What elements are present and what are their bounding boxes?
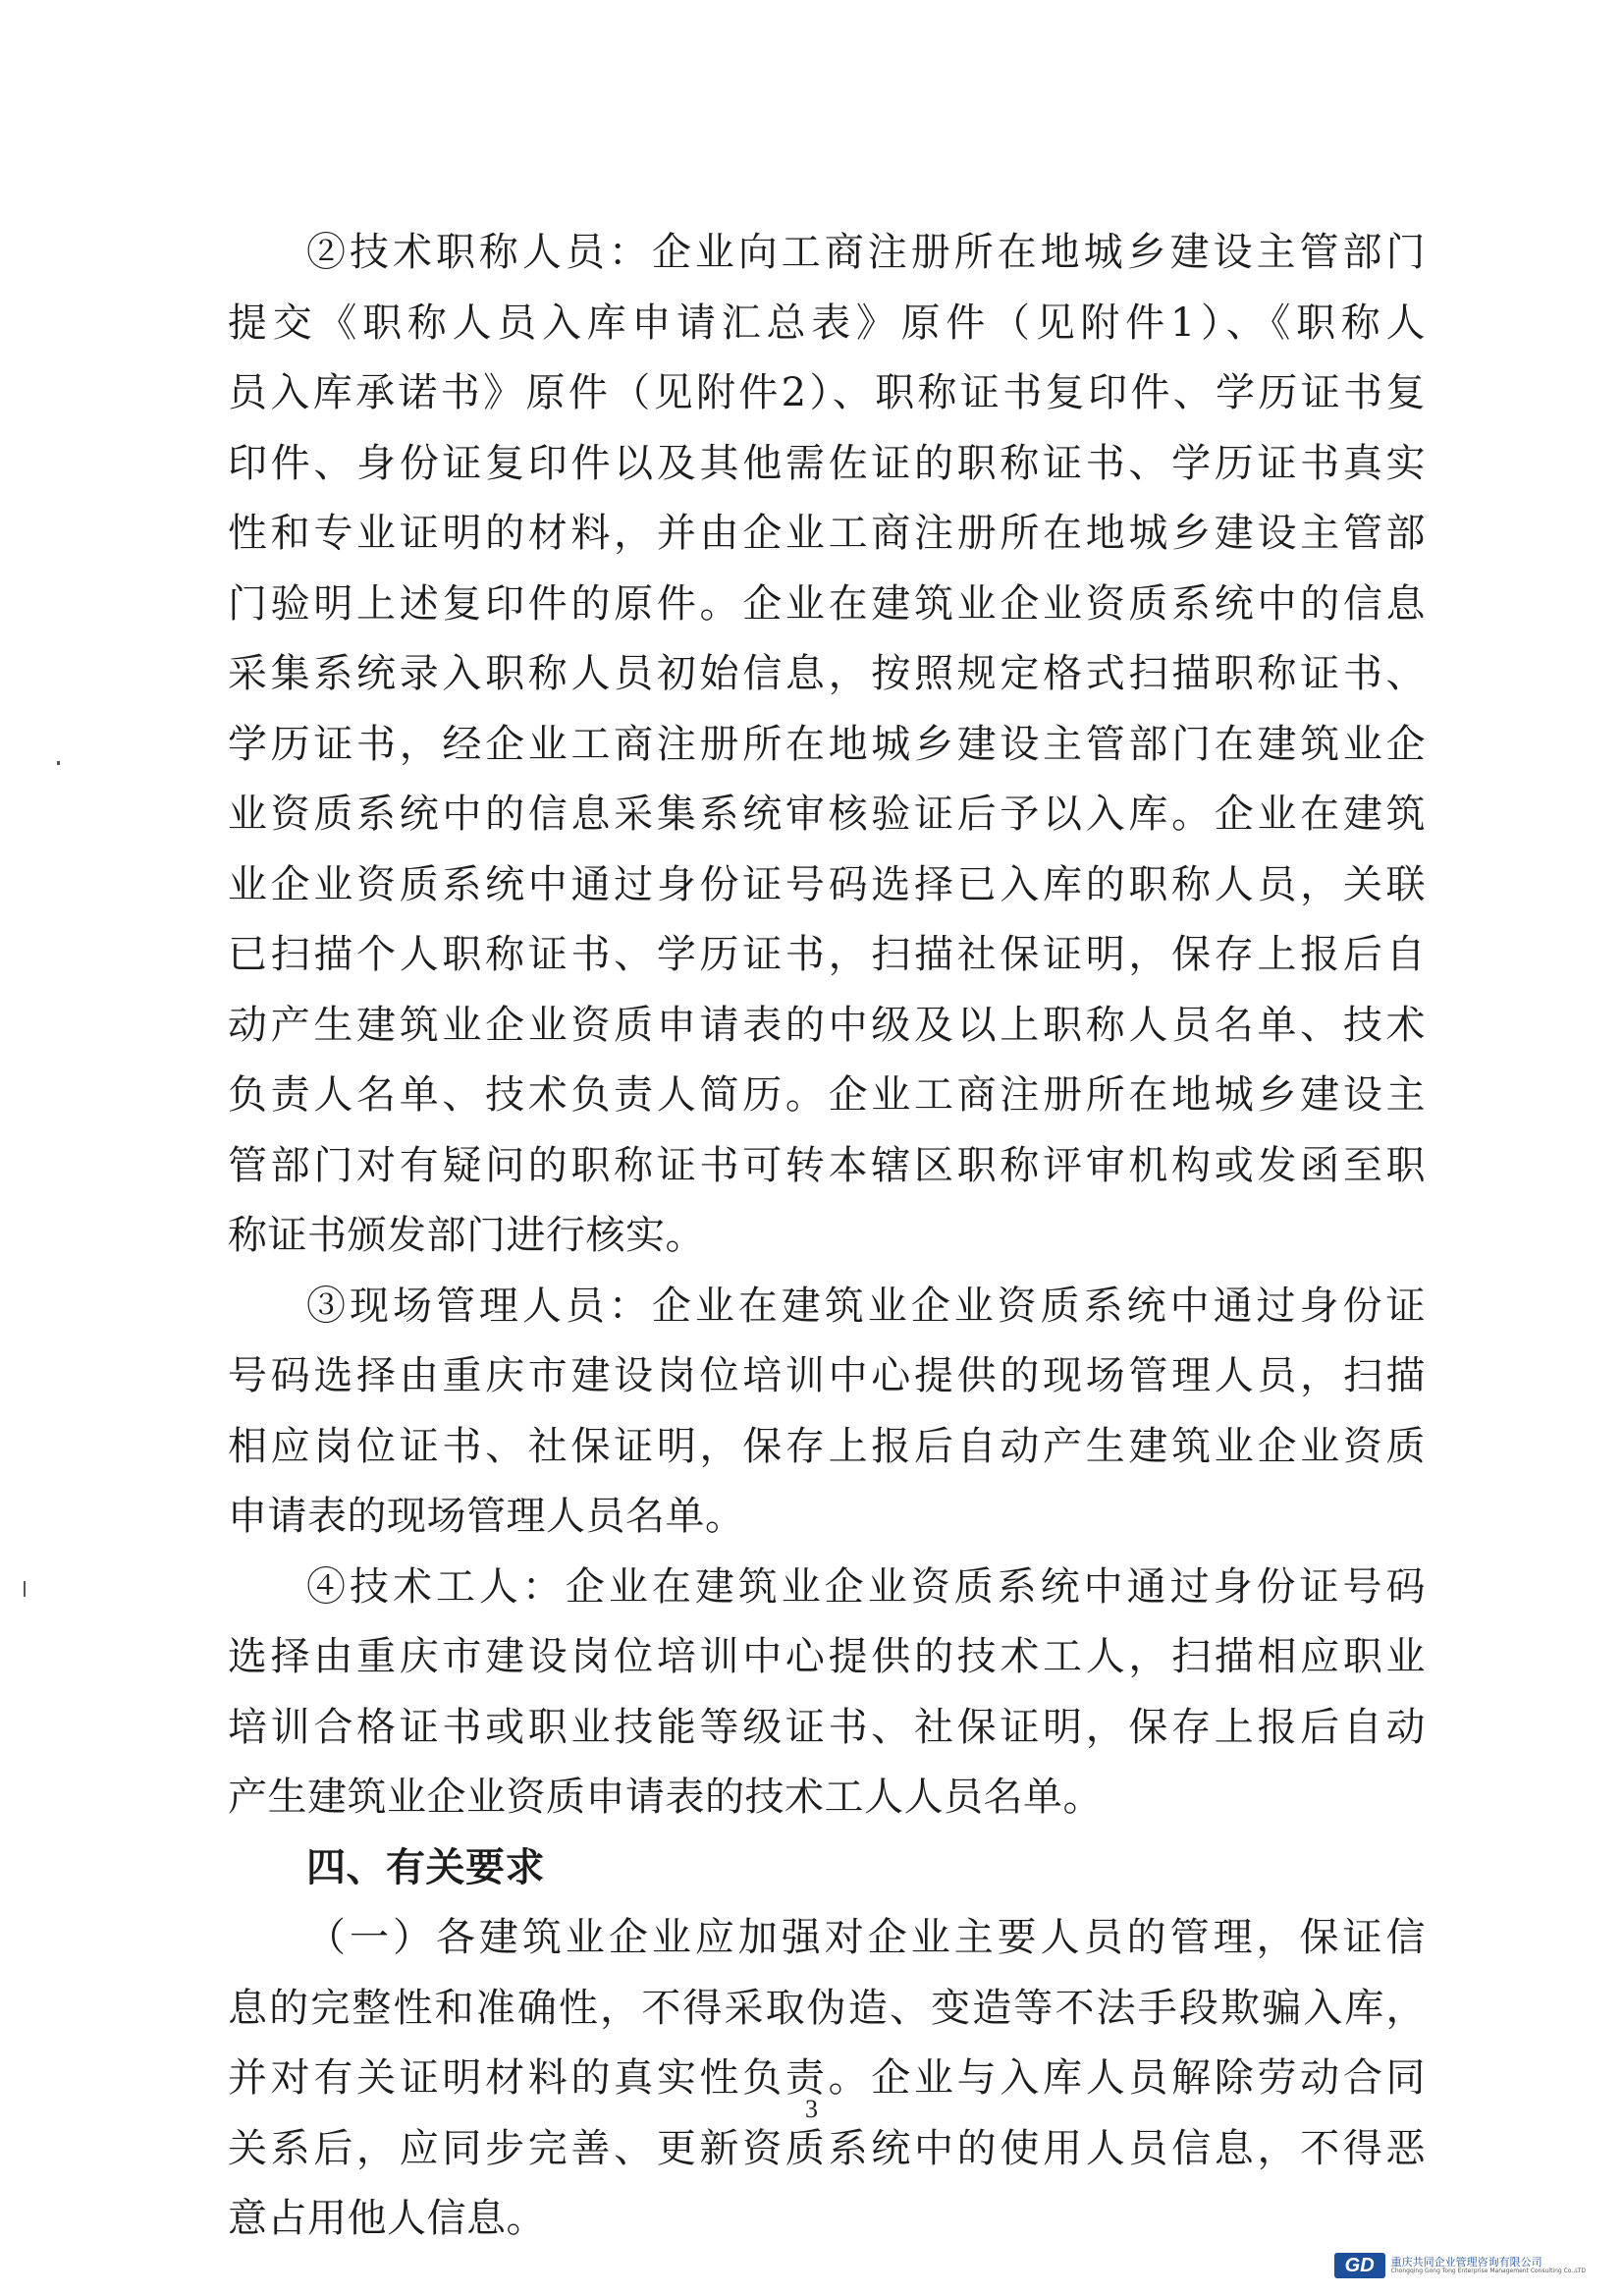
text-line: 号码选择由重庆市建设岗位培训中心提供的现场管理人员，扫描 xyxy=(228,1353,1426,1398)
text-line: 申请表的现场管理人员名单。 xyxy=(228,1494,745,1539)
text-line: 并对有关证明材料的真实性负责。企业与入库人员解除劳动合同 xyxy=(228,2055,1426,2101)
text-line: 印件、身份证复印件以及其他需佐证的职称证书、学历证书真实 xyxy=(228,440,1426,486)
text-line: 称证书颁发部门进行核实。 xyxy=(228,1213,705,1258)
text-line: 动产生建筑业企业资质申请表的中级及以上职称人员名单、技术 xyxy=(228,1002,1426,1048)
text-line: 已扫描个人职称证书、学历证书，扫描社保证明，保存上报后自 xyxy=(228,932,1426,977)
text-line: 相应岗位证书、社保证明，保存上报后自动产生建筑业企业资质 xyxy=(228,1423,1426,1469)
text-line: ②技术职称人员：企业向工商注册所在地城乡建设主管部门 xyxy=(306,230,1426,275)
body-text xyxy=(228,218,1426,2255)
footer-logo xyxy=(1334,2253,1586,2278)
text-line: 息的完整性和准确性，不得采取伪造、变造等不法手段欺骗入库， xyxy=(228,1985,1426,2031)
scan-mark xyxy=(24,1581,26,1597)
text-line: 选择由重庆市建设岗位培训中心提供的技术工人，扫描相应职业 xyxy=(228,1634,1426,1679)
text-line: 业资质系统中的信息采集系统审核验证后予以入库。企业在建筑 xyxy=(228,792,1426,837)
text-line: ③现场管理人员：企业在建筑业企业资质系统中通过身份证 xyxy=(306,1283,1426,1329)
text-line: 意占用他人信息。 xyxy=(228,2196,546,2241)
text-line: 业企业资质系统中通过身份证号码选择已入库的职称人员，关联 xyxy=(228,861,1426,907)
section-heading: 四、有关要求 xyxy=(306,1844,545,1890)
text-line: 产生建筑业企业资质申请表的技术工人人员名单。 xyxy=(228,1775,1103,1820)
company-name-en: Chongqing Gong Tong Enterprise Management Consulting Co.,LTD xyxy=(1390,2267,1586,2274)
text-line: ④技术工人：企业在建筑业企业资质系统中通过身份证号码 xyxy=(306,1563,1426,1610)
page-number: 3 xyxy=(805,2095,818,2123)
text-line: 提交《职称人员入库申请汇总表》原件（见附件1）、《职称人 xyxy=(228,300,1426,346)
text-line: 性和专业证明的材料，并由企业工商注册所在地城乡建设主管部 xyxy=(228,511,1426,556)
text-line: 门验明上述复印件的原件。企业在建筑业企业资质系统中的信息 xyxy=(228,580,1426,627)
text-line: （一）各建筑业企业应加强对企业主要人员的管理，保证信 xyxy=(306,1915,1426,1960)
company-logo-mark: GD xyxy=(1334,2253,1385,2278)
text-line: 培训合格证书或职业技能等级证书、社保证明，保存上报后自动 xyxy=(228,1704,1426,1750)
company-logo-text xyxy=(1391,2257,1586,2275)
text-line: 员入库承诺书》原件（见附件2）、职称证书复印件、学历证书复 xyxy=(228,370,1426,415)
text-line: 负责人名单、技术负责人简历。企业工商注册所在地城乡建设主 xyxy=(228,1072,1426,1118)
text-line: 采集系统录入职称人员初始信息，按照规定格式扫描职称证书、 xyxy=(228,651,1426,696)
text-line: 关系后，应同步完善、更新资质系统中的使用人员信息，不得恶 xyxy=(228,2125,1426,2171)
company-name-cn: 重庆共同企业管理咨询有限公司 xyxy=(1390,2255,1542,2269)
text-line: 管部门对有疑问的职称证书可转本辖区职称评审机构或发函至职 xyxy=(228,1142,1426,1188)
text-line: 学历证书，经企业工商注册所在地城乡建设主管部门在建筑业企 xyxy=(228,721,1426,767)
scan-mark xyxy=(57,761,60,765)
